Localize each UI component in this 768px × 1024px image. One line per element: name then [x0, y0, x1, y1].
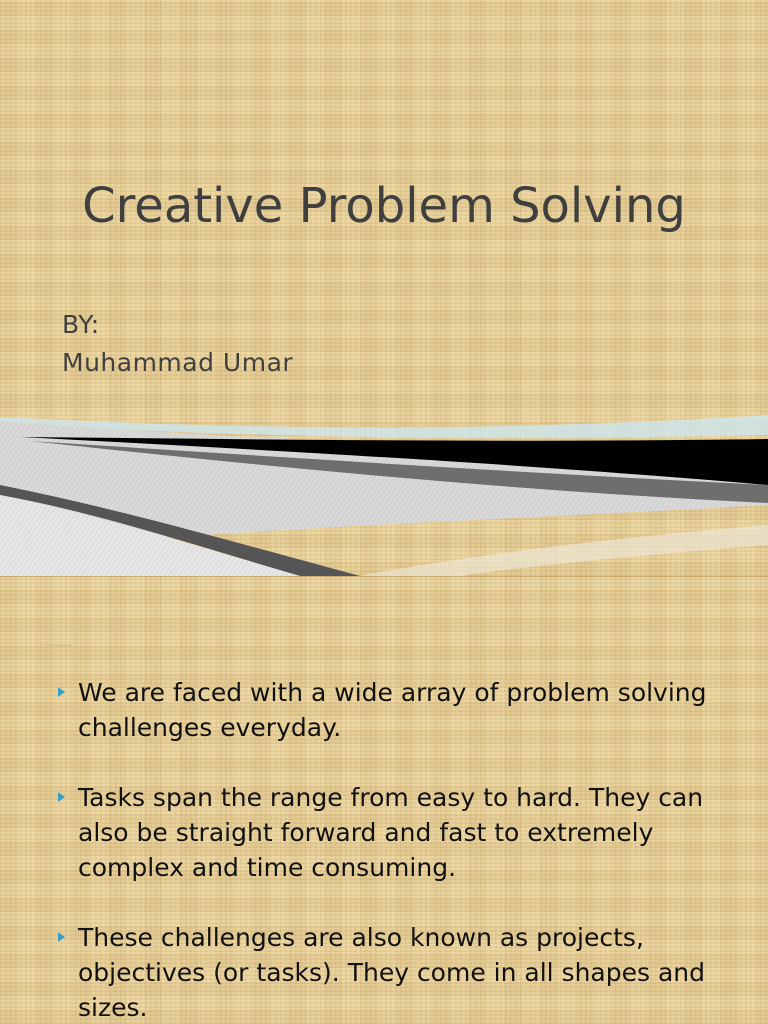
slide-footer: Creative Problem Solving: [46, 645, 72, 647]
content-slide: [0, 576, 768, 1024]
list-item: [0, 675, 768, 745]
bullet-text: We are faced with a wide array of problem solving challenges everyday.: [78, 678, 707, 742]
bullet-list: [0, 675, 768, 1024]
bullet-arrow-icon: [58, 687, 65, 697]
author-name: Muhammad Umar: [62, 348, 294, 377]
bullet-arrow-icon: [58, 932, 65, 942]
band-bottom-pale: [360, 525, 768, 576]
decorative-swoosh-bands: [0, 405, 768, 576]
bullet-text: These challenges are also known as projects, objectives (or tasks). They come in all shapes and sizes.: [78, 923, 706, 1022]
bullet-text: Tasks span the range from easy to hard. They can also be straight forward and fast to extremely complex and time consuming.: [78, 783, 704, 882]
slide-subtitle: [62, 306, 293, 382]
list-item: [0, 920, 768, 1024]
slide-title: Creative Problem Solving: [82, 178, 686, 234]
list-item: [0, 780, 768, 885]
bullet-arrow-icon: [58, 792, 65, 802]
byline-label: BY:: [62, 310, 100, 339]
